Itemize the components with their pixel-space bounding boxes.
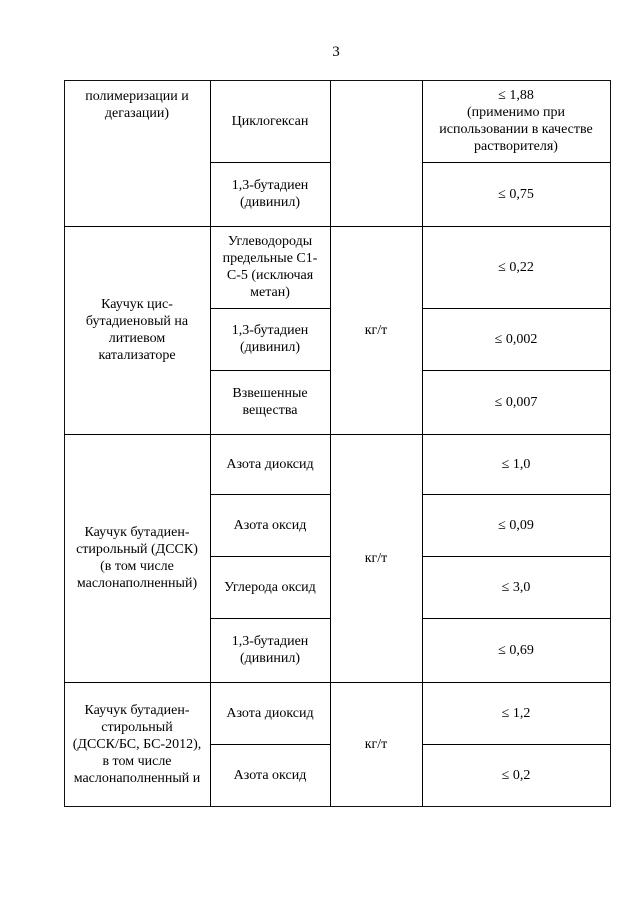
group-divider — [64, 434, 611, 435]
limit-cell: ≤ 1,88 (применимо при использовании в качестве растворителя) — [439, 88, 593, 154]
limit-cell: ≤ 0,69 — [498, 642, 534, 658]
row-divider — [422, 494, 611, 495]
row-divider — [210, 370, 330, 371]
column-divider — [210, 80, 211, 806]
row-divider — [210, 744, 330, 745]
row-divider — [210, 494, 330, 495]
limit-cell: ≤ 0,007 — [494, 394, 538, 410]
row-divider — [422, 308, 611, 309]
product-cell: Каучук бутадиен- стирольный (ДССК/БС, БС-2012), в том числе маслонаполненный и — [72, 702, 202, 786]
substance-cell: Азота диоксид — [226, 705, 314, 721]
substance-cell: Азота оксид — [233, 767, 307, 783]
limit-cell: ≤ 0,002 — [494, 331, 538, 347]
substance-cell: Циклогексан — [231, 113, 309, 129]
row-divider — [422, 556, 611, 557]
substance-cell: 1,3-бутадиен (дивинил) — [231, 634, 309, 666]
unit-cell: кг/т — [364, 736, 388, 752]
substance-cell: Углерода оксид — [224, 579, 316, 595]
page-number: 3 — [332, 44, 340, 60]
row-divider — [210, 162, 330, 163]
limit-cell: ≤ 0,22 — [498, 259, 534, 275]
row-divider — [422, 370, 611, 371]
unit-cell: кг/т — [364, 550, 388, 566]
table-border-top — [64, 80, 611, 81]
column-divider — [330, 80, 331, 806]
product-cell: Каучук бутадиен- стирольный (ДССК) (в том числе маслонаполненный) — [76, 525, 198, 591]
row-divider — [210, 618, 330, 619]
limit-cell: ≤ 0,09 — [498, 517, 534, 533]
product-cell: Каучук цис- бутадиеновый на литиевом катализаторе — [85, 297, 189, 363]
table-border-right — [610, 80, 611, 806]
limit-cell: ≤ 0,75 — [498, 186, 534, 202]
limit-cell: ≤ 1,0 — [501, 456, 531, 472]
group-divider — [64, 226, 611, 227]
substance-cell: Взвешенные вещества — [232, 386, 308, 418]
row-divider — [422, 744, 611, 745]
row-divider — [422, 618, 611, 619]
table-border-bottom — [64, 806, 611, 807]
column-divider — [422, 80, 423, 806]
substance-cell: 1,3-бутадиен (дивинил) — [231, 178, 309, 210]
group-divider — [64, 682, 611, 683]
unit-cell: кг/т — [364, 322, 388, 338]
table-border-left — [64, 80, 65, 806]
limit-cell: ≤ 0,2 — [501, 767, 531, 783]
limit-cell: ≤ 1,2 — [501, 705, 531, 721]
row-divider — [210, 556, 330, 557]
substance-cell: Азота оксид — [233, 517, 307, 533]
substance-cell: 1,3-бутадиен (дивинил) — [231, 323, 309, 355]
substance-cell: Углеводороды предельные С1- С-5 (исключая метан) — [222, 234, 318, 300]
row-divider — [210, 308, 330, 309]
limit-cell: ≤ 3,0 — [501, 579, 531, 595]
product-cell: полимеризации и дегазации) — [85, 89, 189, 121]
row-divider — [422, 162, 611, 163]
substance-cell: Азота диоксид — [226, 456, 314, 472]
